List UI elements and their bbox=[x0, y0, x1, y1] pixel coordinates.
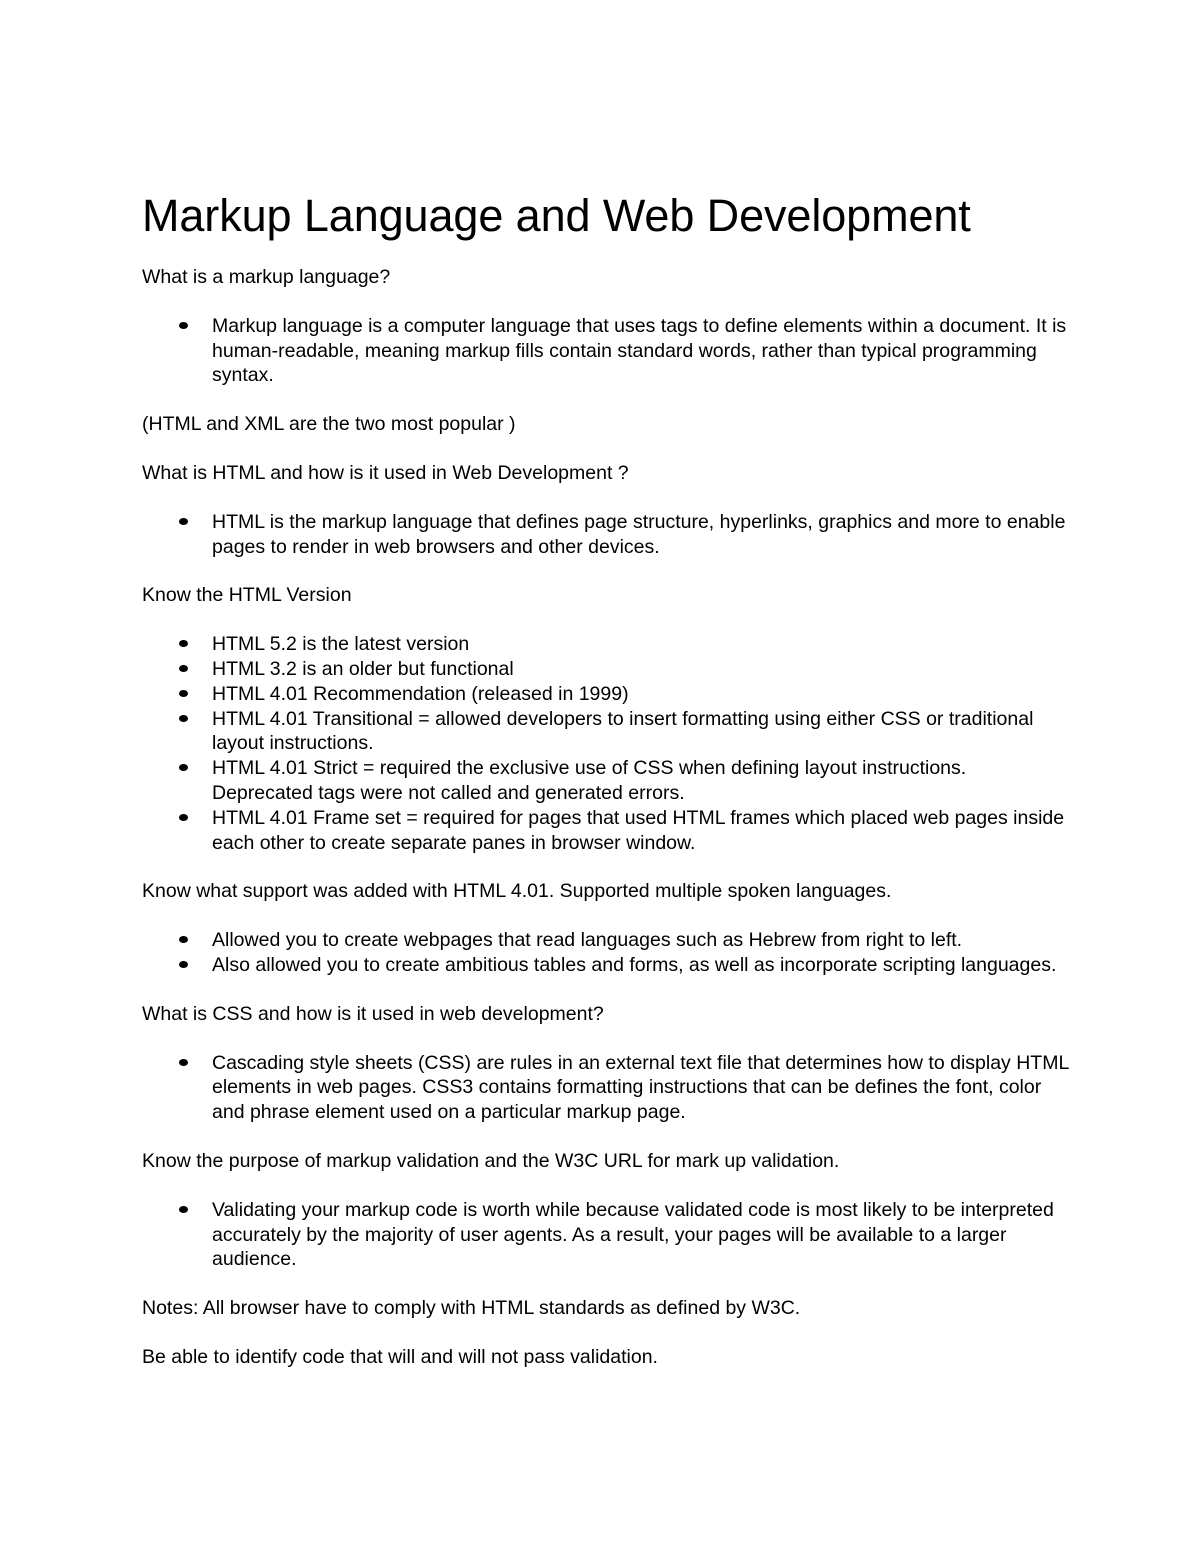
section-heading: What is HTML and how is it used in Web Development ? bbox=[142, 461, 629, 484]
bullet-dot-icon bbox=[179, 665, 188, 672]
bullet-item bbox=[142, 632, 1072, 657]
bullet-text: Cascading style sheets (CSS) are rules in an external text file that determines how to display HTML elements in web pages. CSS3 contains formatting instructions that can be defines the font, color and phrase element used on a particular markup page. bbox=[212, 1051, 1069, 1124]
bullet-list bbox=[142, 314, 1072, 388]
document-title: Markup Language and Web Development bbox=[142, 190, 971, 241]
bullet-dot-icon bbox=[179, 764, 188, 771]
bullet-dot-icon bbox=[179, 936, 188, 943]
section-heading: Notes: All browser have to comply with HTML standards as defined by W3C. bbox=[142, 1297, 801, 1320]
bullet-text: HTML 4.01 Frame set = required for pages that used HTML frames which placed web pages inside each other to create separate panes in browser window. bbox=[212, 806, 1065, 854]
bullet-list bbox=[142, 510, 1072, 560]
bullet-item bbox=[142, 707, 1072, 757]
bullet-item bbox=[142, 806, 1072, 856]
bullet-item bbox=[142, 1198, 1072, 1272]
bullet-text: Also allowed you to create ambitious tables and forms, as well as incorporate scripting languages. bbox=[212, 953, 1057, 976]
bullet-dot-icon bbox=[179, 322, 188, 329]
section-heading: (HTML and XML are the two most popular ) bbox=[142, 413, 516, 436]
section-heading: Know the purpose of markup validation and the W3C URL for mark up validation. bbox=[142, 1149, 840, 1172]
bullet-dot-icon bbox=[179, 1206, 188, 1213]
bullet-dot-icon bbox=[179, 690, 188, 697]
bullet-list bbox=[142, 928, 1072, 978]
section-heading: Know what support was added with HTML 4.01. Supported multiple spoken languages. bbox=[142, 880, 892, 903]
bullet-dot-icon bbox=[179, 1059, 188, 1066]
bullet-list bbox=[142, 1051, 1072, 1125]
bullet-dot-icon bbox=[179, 715, 188, 722]
section-heading: What is CSS and how is it used in web development? bbox=[142, 1002, 604, 1025]
bullet-dot-icon bbox=[179, 961, 188, 968]
bullet-dot-icon bbox=[179, 640, 188, 647]
bullet-item bbox=[142, 657, 1072, 682]
bullet-item bbox=[142, 314, 1072, 388]
bullet-text: HTML 3.2 is an older but functional bbox=[212, 657, 514, 680]
bullet-text: HTML is the markup language that defines page structure, hyperlinks, graphics and more to enable pages to render in web browsers and other devices. bbox=[212, 510, 1066, 558]
bullet-list bbox=[142, 1198, 1072, 1272]
bullet-text: Validating your markup code is worth while because validated code is most likely to be interpreted accurately by the majority of user agents. As a result, your pages will be available to a larger audience. bbox=[212, 1198, 1054, 1271]
bullet-item bbox=[142, 510, 1072, 560]
bullet-text: Markup language is a computer language that uses tags to define elements within a document. It is human-readable, meaning markup fills contain standard words, rather than typical programming syntax. bbox=[212, 314, 1067, 387]
section-heading: What is a markup language? bbox=[142, 266, 391, 288]
section-heading: Be able to identify code that will and will not pass validation. bbox=[142, 1345, 658, 1368]
bullet-text: Allowed you to create webpages that read languages such as Hebrew from right to left. bbox=[212, 929, 963, 952]
bullet-dot-icon bbox=[179, 814, 188, 821]
document-sections bbox=[142, 265, 1072, 1370]
bullet-text: HTML 4.01 Transitional = allowed developers to insert formatting using either CSS or traditional layout instructions. bbox=[212, 707, 1034, 755]
bullet-item bbox=[142, 682, 1072, 707]
bullet-item bbox=[142, 1051, 1072, 1125]
bullet-item bbox=[142, 953, 1072, 978]
bullet-text: HTML 4.01 Recommendation (released in 1999) bbox=[212, 682, 629, 705]
section-heading: Know the HTML Version bbox=[142, 584, 352, 607]
bullet-dot-icon bbox=[179, 518, 188, 525]
document-body bbox=[142, 187, 1072, 1394]
bullet-item bbox=[142, 756, 1072, 806]
bullet-text: HTML 4.01 Strict = required the exclusive use of CSS when defining layout instructions. Deprecated tags were not called and generated errors. bbox=[212, 757, 967, 804]
bullet-item bbox=[142, 928, 1072, 953]
bullet-text: HTML 5.2 is the latest version bbox=[212, 633, 470, 656]
bullet-list bbox=[142, 632, 1072, 855]
